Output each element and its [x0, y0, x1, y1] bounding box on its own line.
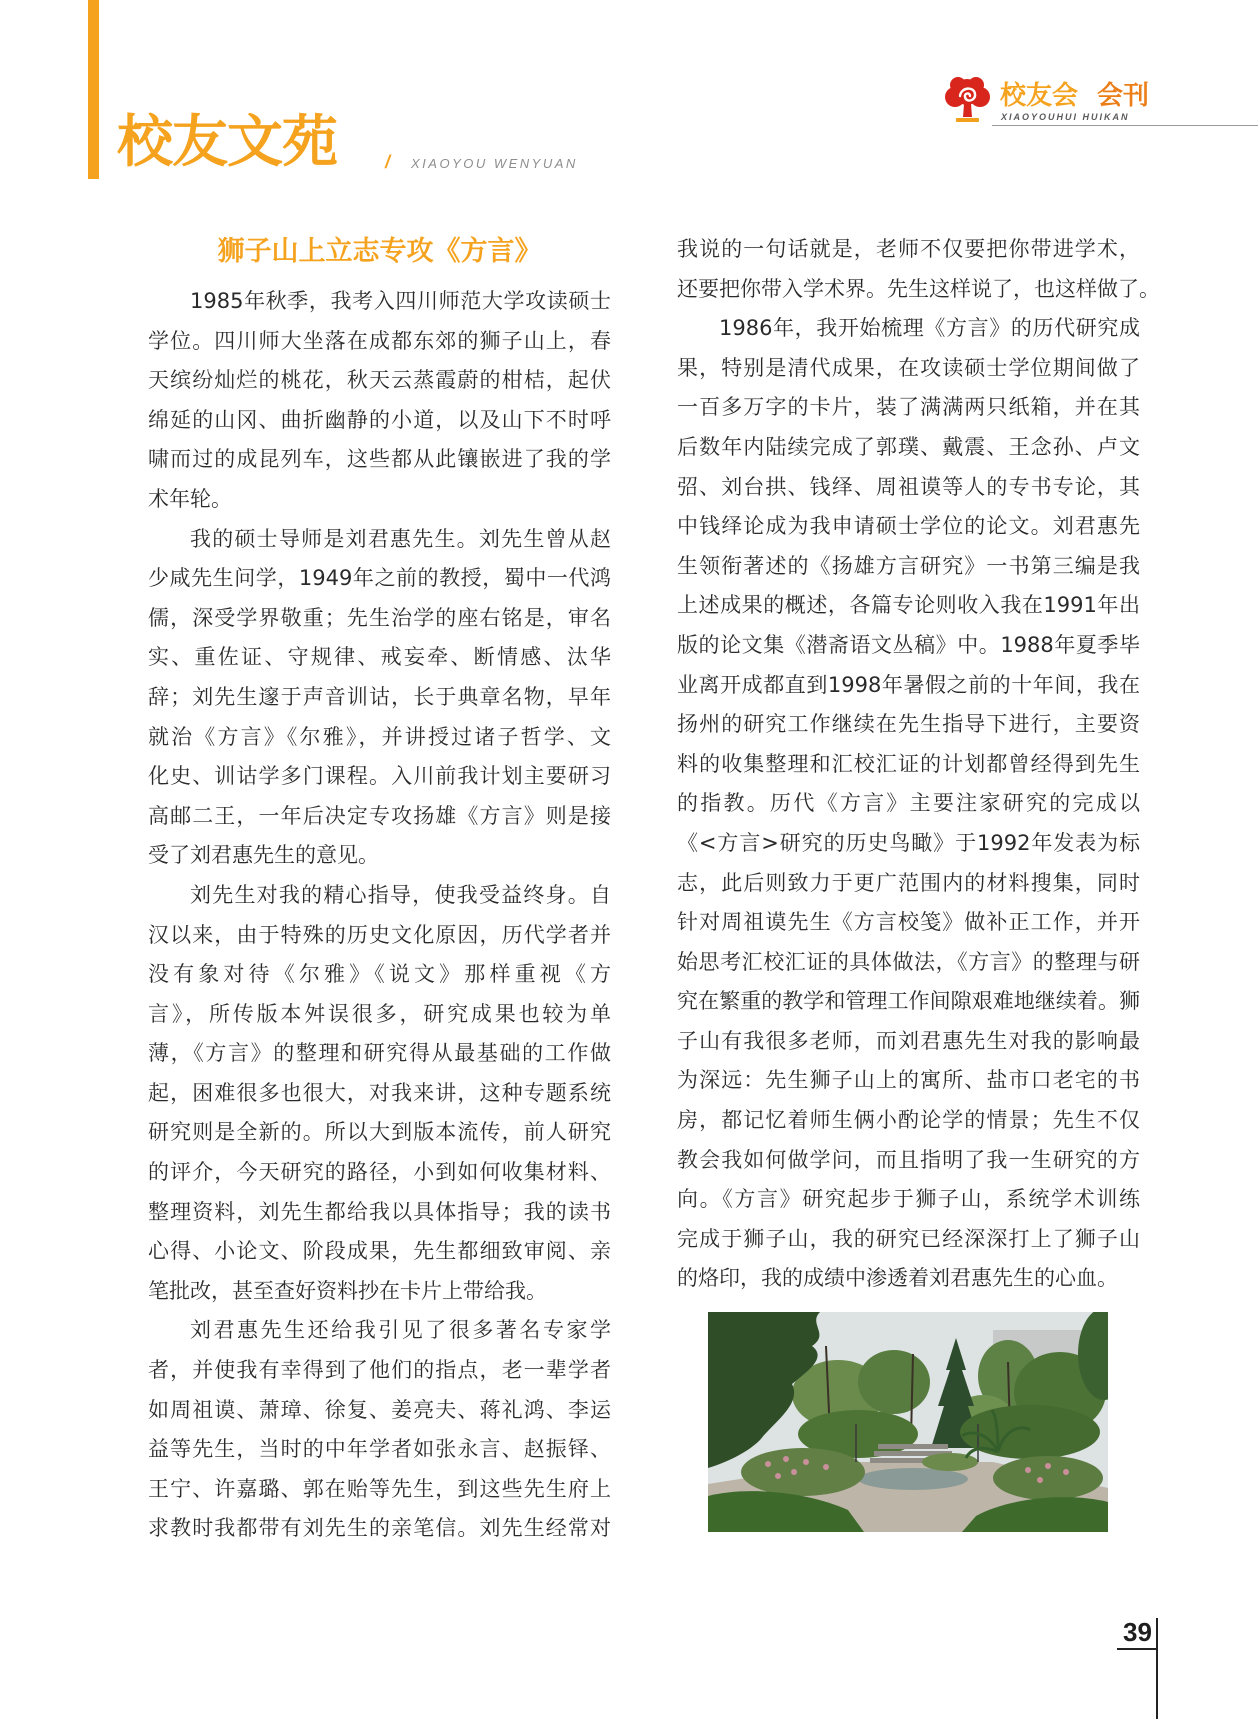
text-line: 究在繁重的教学和管理工作间隙艰难地继续着。狮 [677, 989, 1140, 1014]
text-line: 刘君惠先生还给我引见了很多著名专家学 [190, 1318, 611, 1343]
text-line: 心得、小论文、阶段成果，先生都细致审阅、亲 [148, 1239, 611, 1264]
text-line: 就治《方言》《尔雅》，并讲授过诸子哲学、文 [148, 724, 611, 749]
text-line: 求教时我都带有刘先生的亲笔信。刘先生经常对 [148, 1516, 611, 1541]
journal-pinyin: XIAOYOUHUI HUIKAN [1001, 112, 1130, 122]
text-line: 天缤纷灿烂的桃花，秋天云蒸霞蔚的柑桔，起伏 [148, 368, 611, 393]
text-line: 高邮二王，一年后决定专攻扬雄《方言》则是接 [148, 803, 611, 828]
emblem-crown [945, 77, 990, 107]
text-line: 整理资料，刘先生都给我以具体指导；我的读书 [148, 1199, 611, 1224]
page-number-rule-vertical [1156, 1618, 1158, 1719]
text-line: 1985年秋季，我考入四川师范大学攻读硕士 [190, 289, 611, 313]
paragraph [677, 309, 1140, 1299]
text-line: 为深远：先生狮子山上的寓所、盐市口老宅的书 [677, 1068, 1140, 1093]
text-line: 者，并使我有幸得到了他们的指点，老一辈学者 [148, 1358, 611, 1383]
section-title: 校友文苑 [117, 110, 337, 175]
text-line: 后数年内陆续完成了郭璞、戴震、王念孙、卢文 [677, 434, 1140, 459]
text-line: 术年轮。 [148, 486, 232, 511]
text-line: 刘先生对我的精心指导，使我受益终身。自 [190, 882, 611, 907]
paragraph [148, 282, 611, 520]
text-line: 啸而过的成昆列车，这些都从此镶嵌进了我的学 [148, 447, 611, 472]
text-line: 研究则是全新的。所以大到版本流传，前人研究 [148, 1120, 611, 1145]
journal-name-part-1: 校友会 [1000, 81, 1079, 111]
text-line: 王宁、许嘉璐、郭在贻等先生，到这些先生府上 [148, 1476, 611, 1501]
text-line: 我说的一句话就是，老师不仅要把你带进学术， [677, 237, 1140, 261]
photo-fountain-pool [858, 1468, 968, 1490]
article-title: 狮子山上立志专攻《方言》 [217, 236, 542, 267]
text-line: 房，都记忆着师生俩小酌论学的情景；先生不仅 [677, 1108, 1140, 1133]
text-line: 完成于狮子山，我的研究已经深深打上了狮子山 [677, 1226, 1140, 1251]
text-line: 绵延的山冈、曲折幽静的小道，以及山下不时呼 [148, 407, 611, 432]
paragraph [677, 230, 1160, 309]
text-line: 薄，《方言》的整理和研究得从最基础的工作做 [148, 1041, 611, 1066]
text-line: 向。《方言》研究起步于狮子山，系统学术训练 [677, 1187, 1140, 1212]
text-line: 教会我如何做学问，而且指明了我一生研究的方 [677, 1147, 1140, 1172]
section-separator: / [385, 152, 391, 172]
text-line: 的指教。历代《方言》主要注家研究的完成以 [677, 791, 1140, 816]
text-line: 益等先生，当时的中年学者如张永言、赵振铎、 [148, 1437, 611, 1462]
text-line: 扬州的研究工作继续在先生指导下进行，主要资 [677, 712, 1140, 737]
text-line: 果，特别是清代成果，在攻读硕士学位期间做了 [677, 355, 1140, 380]
text-line: 学位。四川师大坐落在成都东郊的狮子山上，春 [148, 328, 611, 353]
paragraph [148, 1311, 611, 1549]
text-line: 如周祖谟、萧璋、徐复、姜亮夫、蒋礼鸿、李运 [148, 1397, 611, 1422]
paragraph [148, 520, 611, 876]
left-text-column [148, 282, 611, 1549]
right-text-column [677, 230, 1160, 1299]
page-number-rule-horizontal [1117, 1648, 1158, 1650]
journal-name [1000, 82, 1149, 110]
emblem-base [956, 118, 979, 122]
tree-emblem-icon [941, 73, 994, 124]
section-accent-bar [88, 0, 99, 179]
text-line: 《<方言>研究的历史鸟瞰》于1992年发表为标 [677, 830, 1140, 855]
text-line: 化史、训诂学多门课程。入川前我计划主要研习 [148, 764, 611, 789]
section-subtitle: XIAOYOU WENYUAN [411, 156, 578, 171]
text-line: 始思考汇校汇证的具体做法，《方言》的整理与研 [677, 949, 1140, 974]
text-line: 业离开成都直到1998年暑假之前的十年间，我在 [677, 672, 1140, 697]
text-line: 言》，所传版本舛误很多，研究成果也较为单 [148, 1001, 611, 1026]
text-line: 1986年，我开始梳理《方言》的历代研究成 [719, 316, 1140, 341]
journal-name-part-2: 会刊 [1097, 81, 1150, 111]
text-line: 弨、刘台拱、钱绎、周祖谟等人的专书专论，其 [677, 474, 1140, 499]
emblem-trunk [963, 104, 972, 117]
text-line: 生领衔著述的《扬雄方言研究》一书第三编是我 [677, 553, 1140, 578]
text-line: 上述成果的概述，各篇专论则收入我在1991年出 [677, 593, 1140, 618]
text-line: 子山有我很多老师，而刘君惠先生对我的影响最 [677, 1028, 1140, 1053]
text-line: 一百多万字的卡片，装了满满两只纸箱，并在其 [677, 395, 1140, 420]
text-line: 没有象对待《尔雅》《说文》那样重视《方 [148, 962, 611, 987]
text-line: 实、重佐证、守规律、戒妄牵、断情感、汰华 [148, 645, 611, 670]
text-line: 儒，深受学界敬重；先生治学的座右铭是，审名 [148, 605, 611, 630]
text-line: 料的收集整理和汇校汇证的计划都曾经得到先生 [677, 751, 1140, 776]
text-line: 版的论文集《潜斋语文丛稿》中。1988年夏季毕 [677, 632, 1140, 657]
text-line: 受了刘君惠先生的意见。 [148, 843, 379, 868]
text-line: 志，此后则致力于更广范围内的材料搜集，同时 [677, 870, 1140, 895]
text-line: 中钱绎论成为我申请硕士学位的论文。刘君惠先 [677, 514, 1140, 539]
text-line: 少咸先生问学，1949年之前的教授，蜀中一代鸿 [148, 566, 611, 591]
text-line: 我的硕士导师是刘君惠先生。刘先生曾从赵 [190, 526, 611, 551]
text-line: 笔批改，甚至查好资料抄在卡片上带给我。 [148, 1278, 547, 1303]
campus-garden-photo [708, 1312, 1108, 1532]
text-line: 汉以来，由于特殊的历史文化原因，历代学者并 [148, 922, 611, 947]
text-line: 还要把你带入学术界。先生这样说了，也这样做了。 [677, 276, 1160, 301]
page-number: 39 [1123, 1617, 1152, 1647]
text-line: 的评介，今天研究的路径，小到如何收集材料、 [148, 1160, 611, 1185]
header-rule [992, 125, 1258, 126]
paragraph [148, 876, 611, 1312]
text-line: 辞；刘先生邃于声音训诂，长于典章名物，早年 [148, 684, 611, 709]
text-line: 起，困难很多也很大，对我来讲，这种专题系统 [148, 1080, 611, 1105]
text-line: 的烙印，我的成绩中渗透着刘君惠先生的心血。 [677, 1266, 1118, 1291]
text-line: 针对周祖谟先生《方言校笺》做补正工作，并开 [677, 910, 1140, 935]
